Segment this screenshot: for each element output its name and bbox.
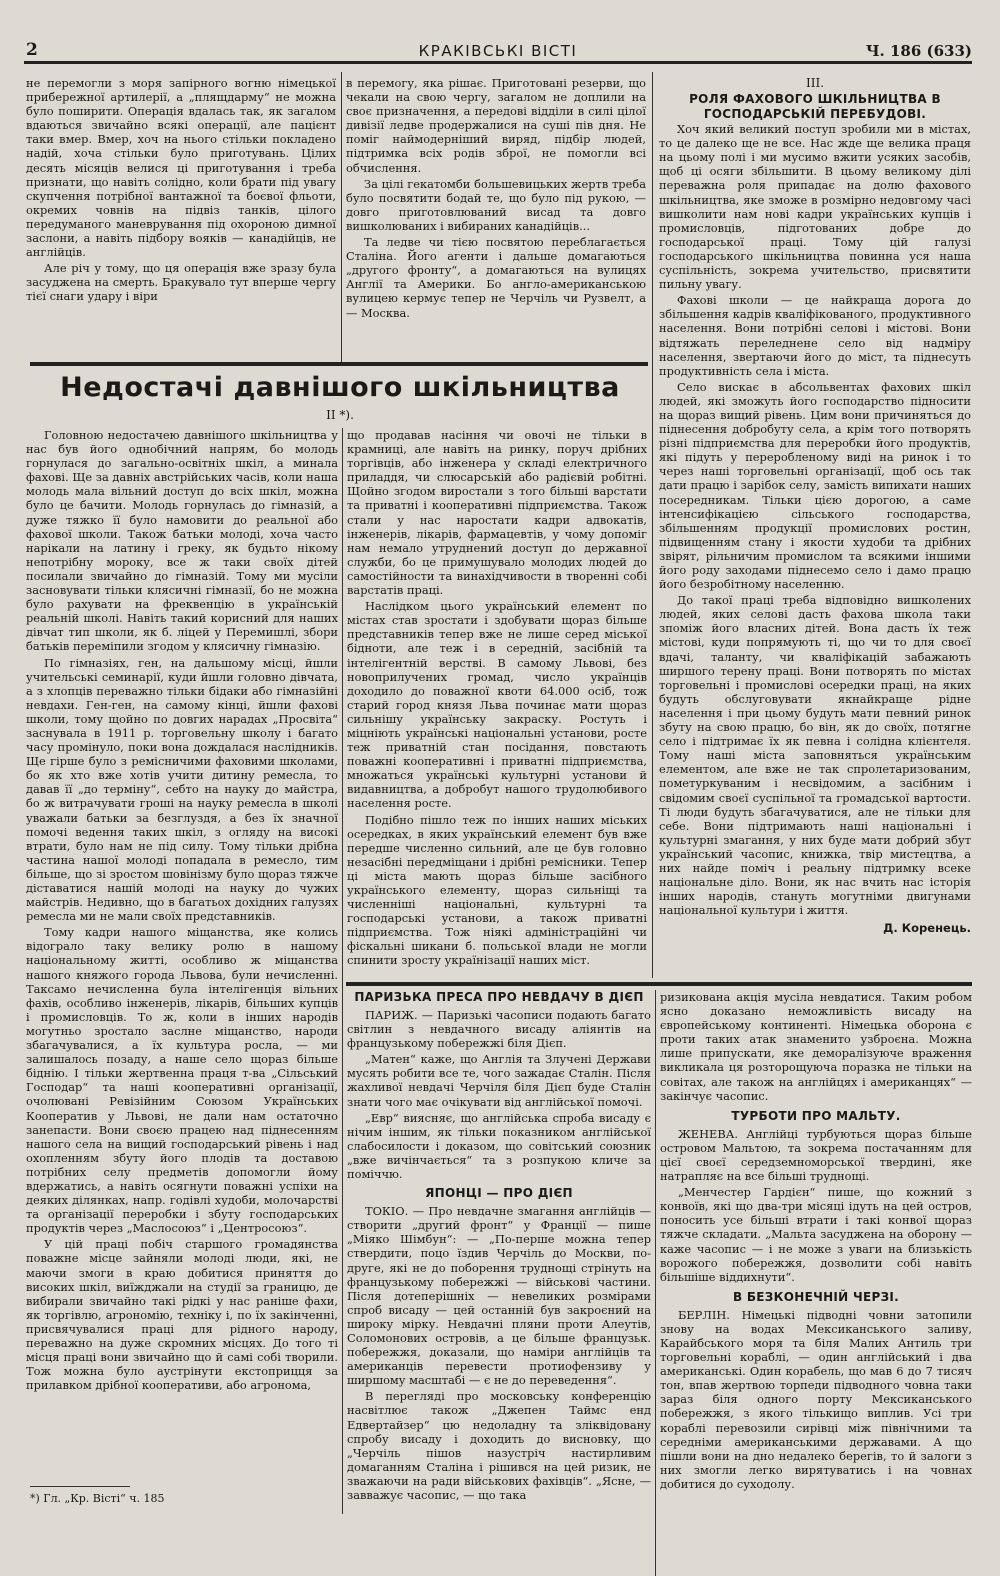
paragraph: За цілі гекатомби большевицьких жертв треба було посвятити бодай те, що було під рукою, — довго приготовлюваний висад та довго вишколюваних і вибираних канадійців...: [346, 176, 646, 233]
paragraph: ЖЕНЕВА. Англійці турбуються щораз більше островом Мальтою, та зокрема постачанням для цієї своєї середземноморської твердині, яке натрапляє на все більші труднощі.: [660, 1126, 972, 1184]
paragraph: ТОКІО. — Про невдачне змагання англійців — створити „другий фронт“ у Франції — пише „Міяко Шімбун“: — „По-перше можна тепер ствердити, поцо їздив Черчіль до Москви, по-друге, які не до поборення труднощі стрінуть на французькому побережжі — військові частини. Після дотеперішніх — невеликих розмірами спроб висаду — цей останній був закроєний на широку мірку. Невдачні пляни проти Алеутів, Соломонових островів, а це більше французьк. побережжя, доказали, що наміри англійців та американців перевести протиофензиву у ширшому масштабі — є не до переведення“.: [347, 1204, 651, 1388]
paragraph: Та ледве чи тією посвятою переблагається Сталіна. Його агенти і дальше домагаються „другого фронту“, а домагаються на вулицях Англії та Америки. Бо англо-американською вулицею кермує тепер не Черчіль чи Рузвелт, а — Москва.: [346, 235, 646, 320]
column-divider: [655, 990, 656, 1576]
author-signature: Д. Коренець.: [883, 921, 971, 936]
newspaper-title: КРАКІВСЬКІ ВІСТІ: [418, 42, 578, 60]
top-middle-column: [346, 76, 646, 360]
section-numeral: III.: [805, 76, 825, 90]
issue-number: Ч. 186 (633): [865, 42, 972, 60]
news-column-right: [660, 990, 972, 1574]
paragraph: Фахові школи — це найкраща дорога до збільшення кадрів кваліфікованого, продуктивного населення. Вони потрібні селові і містові. Вони відтяжать переледнене село від надміру населення, звертаючи його до міст, та піднесуть продуктивність села і міста.: [659, 293, 971, 378]
paragraph: Село вискає в абсольвентах фахових шкіл людей, які зможуть його господарство підносити на щораз вищий рівень. Цим вони причиняться до піднесення добробуту села, а крім того потворять різні підприємства для переробки його продуктів, які підуть у переробленому виді на ринок і то через наші торговельні організації, щоб ось так дати працю і зарібок селу, замість випихати наших посередникам. Тільки цією дорогою, а саме інтенсифікацією сільського господарства, збільшенням продукції промислових ростин, підвищенням стану і якости худоби та дрібних звірят, рільничим промислом та всякими іншими його роду заходами піднесемо село і дамо працю його безробітному населенню.: [659, 379, 971, 592]
malta-heading: ТУРБОТИ ПРО МАЛЬТУ.: [731, 1108, 901, 1123]
paragraph: До такої праці треба відповідно вишколених людей, яких селові дасть фахова школа таки зпоміж його власних дітей. Вона дасть їх теж містові, куди попрямують ті, що чи то для своєї вдачі, таланту, чи кваліфікацій забажають ширшого терену праці. Вони потворять по містах торговельні і промислові осередки праці, на яких будуть обслуговувати якнайкраще рідне населення і при цьому будуть мати певний ринок збуту на свою працю, бо він, як до своїх, потягне село і підтримає їх як певна і солідна клієнтеля. Тому наші міста заповняться українським елементом, але вже не так спролетаризованим, пометуркуваним і несвідомим, а засібним і свідомим своєї суспільної та громадської вартости. Ті люди будуть збагачуватися, але не тільки для себе. Вони підтримають наші національні і культурні змагання, у них буде мати добрий збут український часопис, книжка, твір мистецтва, а них найде поміч і реальну підтримку всеке національне діло. Вони, як нас вчить нас історія інших народів, стануть могутніми двигунами національної культури і життя.: [659, 593, 971, 918]
section-divider: [30, 362, 648, 366]
role-article-heading: РОЛЯ ФАХОВОГО ШКІЛЬНИЦТВА В ГОСПОДАРСЬКІЙ ПЕРЕБУДОВІ.: [689, 92, 941, 122]
main-article-column-2: [347, 428, 647, 976]
paragraph: „Менчестер Гардієн“ пише, що кожний з конвоїв, які що два-три місяці ідуть на цей остров, поносить усе більші втрати і такі конвої щораз тяжче складати. „Мальта засуджена на оборону — каже часопис — і не може з уваги на близькість ворожого побережжя, дозволити собі навіть більшіше віддихнути“.: [660, 1185, 972, 1284]
page-header: [24, 40, 972, 64]
paragraph: „Евр“ виясняє, що англійська спроба висаду є нічим іншим, як тільки показником англійської слабосилости і доказом, що совітський союзник „вже вичінчається“ та з розпукою кличе за поміччю.: [347, 1110, 651, 1182]
paragraph: По гімназіях, ген, на дальшому місці, йшли учительські семинарії, куди йшли головно дівчата, а з хлопців переважно тільки бідаки або гімназійні невдахи. Ген-ген, на самому кінці, йшли фахові школи, тому щойно по довгих нарадах „Просвіта“ заснувала в 1911 р. торговельну школу і багато часу промінуло, поки вона дождалася наслідників. Ще гірше було з ремісничими фаховими школами, бо як хто вже хотів учити дитину ремесла, то давав її „до терміну“, себто на науку до майстра, бо ж витрачувати гроші на науку ремесла в школі уважали батьки за безглуздя, а без їх значної помочі ведення таких шкіл, з огляду на високі втрати, було нам не під силу. Тому тільки дрібна частина нашої молоді попадала в ремесло, тим більше, що зі зростом шовінізму було щораз тяжче діставатися нашій молоді на науку до чужих майстрів. Недивно, що в багатьох дохідних галузях ремесла ми не мали своїх представників.: [26, 655, 338, 924]
endless-queue-heading: В БЕЗКОНЕЧНІЙ ЧЕРЗІ.: [732, 1289, 900, 1304]
news-column-left: [347, 990, 651, 1574]
paragraph: Головною недостачею давнішого шкільництва у нас був його однобічний напрям, бо молодь горнулася до загально-освітніх шкіл, а минала фахові. Ще за давніх австрійських часів, коли наша молодь мала вільний доступ до всіх шкіл, можна було це бачити. Молодь горнулась до гімназій, а дуже тяжко її було намовити до реальної або фахової школи. Також батьки молоді, хоча часто нарікали на латину і греку, як будьто нікому непотрібну мороку, все ж таки своїх дітей посилали звичайно до гімназій. Тому ми мусіли засновувати тільки клясичні гімназії, бо не можна було рахувати на фреквенцію в українській реальній школі. Навіть такий корисний для наших дівчат тип школи, як б. ліцей у Перемишлі, збори батьків переміпили згодом у клясичну гімназію.: [26, 428, 338, 654]
main-article-title: Недостачі давнішого шкільництва: [60, 372, 620, 403]
paragraph: Наслідком цього український елемент по містах став зростати і здобувати щораз більше представників тепер вже не лише серед міської бідноти, але теж і в середній, засібній та інтелігентній верстві. В самому Львові, без новоприлучених громад, число українців доходило до поважної квоти 64.000 осіб, тож старий город князя Льва починає мати щораз сильнішу українську закраску. Ростуть і міцніють українські національні установи, росте теж приватній стан посідання, повстають поважні кооперативні і приватні підприємства, множаться українські культурні установи й видавництва, а добробут нашого трудолюбивого населення росте.: [347, 599, 647, 811]
top-left-column: [26, 76, 336, 360]
section-divider: [346, 982, 972, 986]
paragraph: ризикована акція мусіла невдатися. Таким робом ясно доказано неможливість висаду на європейському континенті. Німецька оборона є проти таких атак знаменито узброєна. Можна лише припускати, яке деморалізуюче враження викликала ця розторощуюча поразка не тільки на совітах, але також на англійцях і американцях“ — закінчує часопис.: [660, 990, 972, 1103]
paris-press-heading: ПАРИЗЬКА ПРЕСА ПРО НЕВДАЧУ В ДІЄП: [354, 990, 644, 1004]
paragraph: що продавав насіння чи овочі не тільки в крамниці, але навіть на ринку, поруч дрібних торгівців, або інженера у складі електричного приладдя, чи слюсарській або радієвій робітні. Щойно згодом виростали з того більші варстати та приватні і кооперативні підприємства. Також стали у нас наростати кадри адвокатів, інженерів, лікарів, фармацевтів, у чому допоміг нам немало утруднений доступ до державної служби, бо це примушувало молодих людей до самостійности та винахідчивости в творенні собі варстатів праці.: [347, 428, 647, 598]
footnote-rule: [30, 1486, 130, 1487]
paragraph: БЕРЛІН. Німецькі підводні човни затопили знову на водах Мексиканського заливу, Карайбського моря та біля Малих Антиль три торговельні кораблі, — один англійський і два американські. Один корабель, що мав 6 до 7 тисяч тон, впав жертвою торпеди підводного човна таки зараз біля одного порту Мексиканського побережжя, з якого тількищо виплив. Усі три кораблі перевозили сирівці між північними та середніми американськими державами. А що пішли вони на дно недалеко берегів, то й залоги з них змогли легко вирятуватись і на човнах добитися до суходолу.: [660, 1307, 972, 1491]
paragraph: Подібно пішло теж по інших наших міських осередках, в яких український елемент був вже передше численно сильний, але це був головно незасібні передміщани і дрібні ремісники. Тепер ці міста мають щораз більше засібного українського елементу, щораз сильніщі та численніші національні, культурні та господарські установи, а також приватні підприємства. Тож ніякі адміністраційні чи фіскальні шикани б. польської влади не могли спинити зросту українізації наших міст.: [347, 812, 647, 968]
column-divider: [341, 72, 342, 362]
paragraph: У цій праці побіч старшого громадянства поважне місце зайняли молоді люди, які, не маючи змоги в краю добитися приняття до високих шкіл, виїжджали на студії за границю, де вибирали звичайно такі рідкі у нас раніше фахи, як торгівлю, агрономію, техніку і, по їх закінченні, присвячувалися праці для рідного народу, переважно на дуже скромних місцях. До того ті місця праці вони звичайно що й самі собі творили. Тож можна було аустрінути екстоприцця за прилавком дрібної кооперативи, або агронома,: [26, 1237, 338, 1393]
paragraph: Але річ у тому, що ця операція вже зразу була засуджена на смерть. Бракувало тут вперше чергу тієї снаги удару і віри: [26, 261, 336, 304]
paragraph: Хоч який великий поступ зробили ми в містах, то це далеко ще не все. Нас жде ще велика праця на цьому полі і ми мусимо вжити усяких засобів, щоб ці осяги збільшити. В цьому великому ділі переважна роля припадає на долю фахового шкільництва, яке зможе в розмірно недовгому часі вишколити нам нові кадри українських купців і промисловців, підготованих добре до господарської праці. Тому цій галузі господарського шкільництва повинна уся наша суспільність, зокрема учительство, присвятити пильну увагу.: [659, 122, 971, 292]
paragraph: „Матен“ каже, що Англія та Злучені Держави мусять робити все те, чого зажадає Сталін. Після жахливої невдачі Черчіля біля Дієп буде Сталін знати чого має очікувати від англійської помочі.: [347, 1052, 651, 1109]
paragraph: в перемогу, яка рішає. Приготовані резерви, що чекали на свою чергу, загалом не доплили на своє призначення, а передові відділи в силі цілої дивізії ледве продержалися на суші пів дня. Не поміг наймодерніший виряд, підбір людей, підтримка всіх родів зброї, не помогли всі обчислення.: [346, 76, 646, 175]
footnote: *) Гл. „Кр. Вісті“ ч. 185: [30, 1492, 165, 1505]
paragraph: Тому кадри нашого міщанства, яке колись відограло таку велику ролю в нашому національному житті, особливо ж міщанства нашого княжого города Львова, були нечисленні. Таксамо нечисленна була інтелігенція вільних фахів, особливо інженерів, лікарів, більших купців і промисловців. То ж, коли в інших народів могутньо зростало заслне міщанство, народи збагачувалися, а їх культура росла, — ми залишалось позаду, а наше село щораз більше біднію. І тільки жертвенна праця т-ва „Сільський Господар“ та наші кооперативні організації, очолювані Ревізійним Союзом Українських Кооператив у Львові, не дали нам остаточно занепасти. Вони своєю працею над піднесенням нашого села на вищий господарський рівень і над охопленням збуту його плодів та доставою потрібних селу предметів допомогли йому вдержатись, а навіть осягнути поважні успіхи на деяких ділянках, напр. годівлі худоби, молочарстві та організації переробки і збуту господарських продуктів через „Маслосоюз“ і „Центросоюз“.: [26, 925, 338, 1236]
page-number: 2: [26, 40, 38, 60]
column-divider: [652, 72, 653, 978]
paragraph: не перемогли з моря запірного вогню німецької прибережної артилерії, а „плящдарму“ не можна було поширити. Операція вдалась так, як загалом вдаються звичайно всякі операції, але пацієнт таки вмер. Вмер, хоч на нього стільки покладено надій, хоча стільки було приготувань. Цілих десять місяців велися ці приготування і треба признати, що навіть солідно, коли брати під увагу скупчення потрібної вантажної та боєвої фльоти, окремих човнів на підвіз танків, цілого передуманого маневрування під охороною димної заслони, а навіть підбору вояків — канадійців, не англійців.: [26, 76, 336, 260]
main-article-column-1: [26, 428, 338, 1486]
role-article: [659, 76, 971, 978]
paragraph: ПАРИЖ. — Паризькі часописи подають багато світлин з невдачного висаду аліянтів на французькому побережжі біля Дієп.: [347, 1008, 651, 1051]
paragraph: В перегляді про московську конференцію насвітлює також „Джепен Таймс енд Едвертайзер“ цю недоладну та зліквідовану спробу висаду і доходить до висновку, що „Черчіль пішов назустріч настирливим домаганням Сталіна і рішився на цей ризик, не зважаючи на ради військових фахівців“. „Ясне, — завважує часопис, — що така: [347, 1389, 651, 1502]
japan-heading: ЯПОНЦІ — ПРО ДІЄП: [425, 1186, 573, 1201]
main-article-subtitle: II *).: [326, 408, 354, 422]
column-divider: [342, 428, 343, 1514]
